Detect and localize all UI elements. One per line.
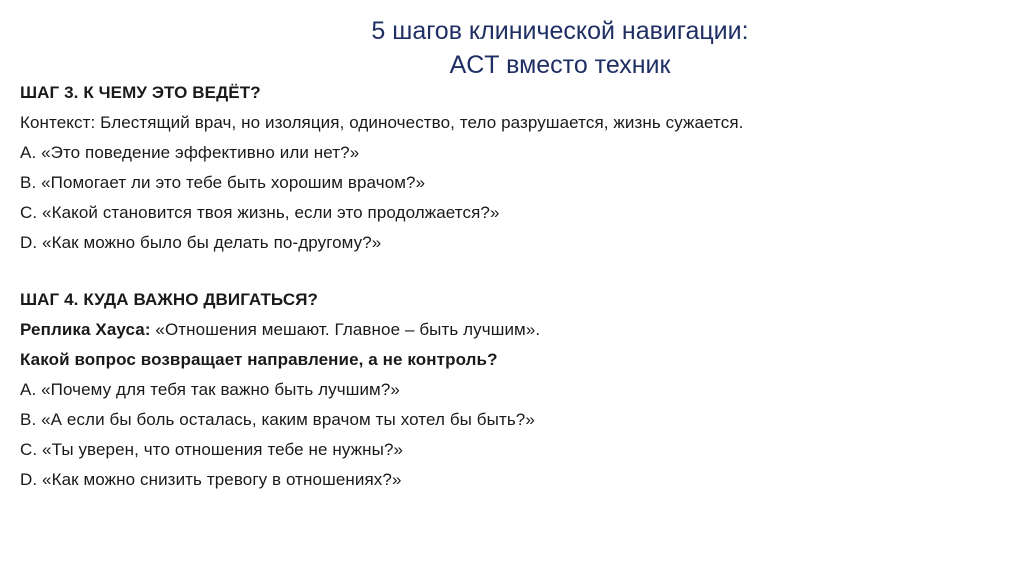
- step4-replica: [20, 315, 1000, 345]
- step4-heading: ШАГ 4. КУДА ВАЖНО ДВИГАТЬСЯ?: [20, 290, 319, 309]
- step3-heading: ШАГ 3. К ЧЕМУ ЭТО ВЕДЁТ?: [20, 83, 261, 102]
- step3-option-c: C. «Какой становится твоя жизнь, если это продолжается?»: [20, 203, 500, 222]
- step3-option-d: D. «Как можно было бы делать по-другому?»: [20, 233, 382, 252]
- step3-option-b: B. «Помогает ли это тебе быть хорошим врачом?»: [20, 173, 426, 192]
- step4-option-b: B. «А если бы боль осталась, каким врачом ты хотел бы быть?»: [20, 410, 535, 429]
- step4-replica-text: «Отношения мешают. Главное – быть лучшим».: [150, 320, 541, 339]
- slide-content: [20, 78, 1000, 495]
- step4-question: Какой вопрос возвращает направление, а не контроль?: [20, 350, 498, 369]
- step4-option-d: D. «Как можно снизить тревогу в отношениях?»: [20, 470, 402, 489]
- slide-title-line-1: 5 шагов клинической навигации:: [371, 17, 749, 45]
- step4-replica-label: Реплика Хауса:: [20, 320, 151, 339]
- step4-option-a: A. «Почему для тебя так важно быть лучшим?»: [20, 380, 400, 399]
- step3-option-a: A. «Это поведение эффективно или нет?»: [20, 143, 360, 162]
- section-spacer: [20, 258, 1000, 285]
- slide-title-line-2: ACT вместо техник: [449, 51, 671, 79]
- step3-context: Контекст: Блестящий врач, но изоляция, одиночество, тело разрушается, жизнь сужается.: [20, 113, 744, 132]
- slide-title: [300, 14, 820, 82]
- step4-option-c: C. «Ты уверен, что отношения тебе не нужны?»: [20, 440, 404, 459]
